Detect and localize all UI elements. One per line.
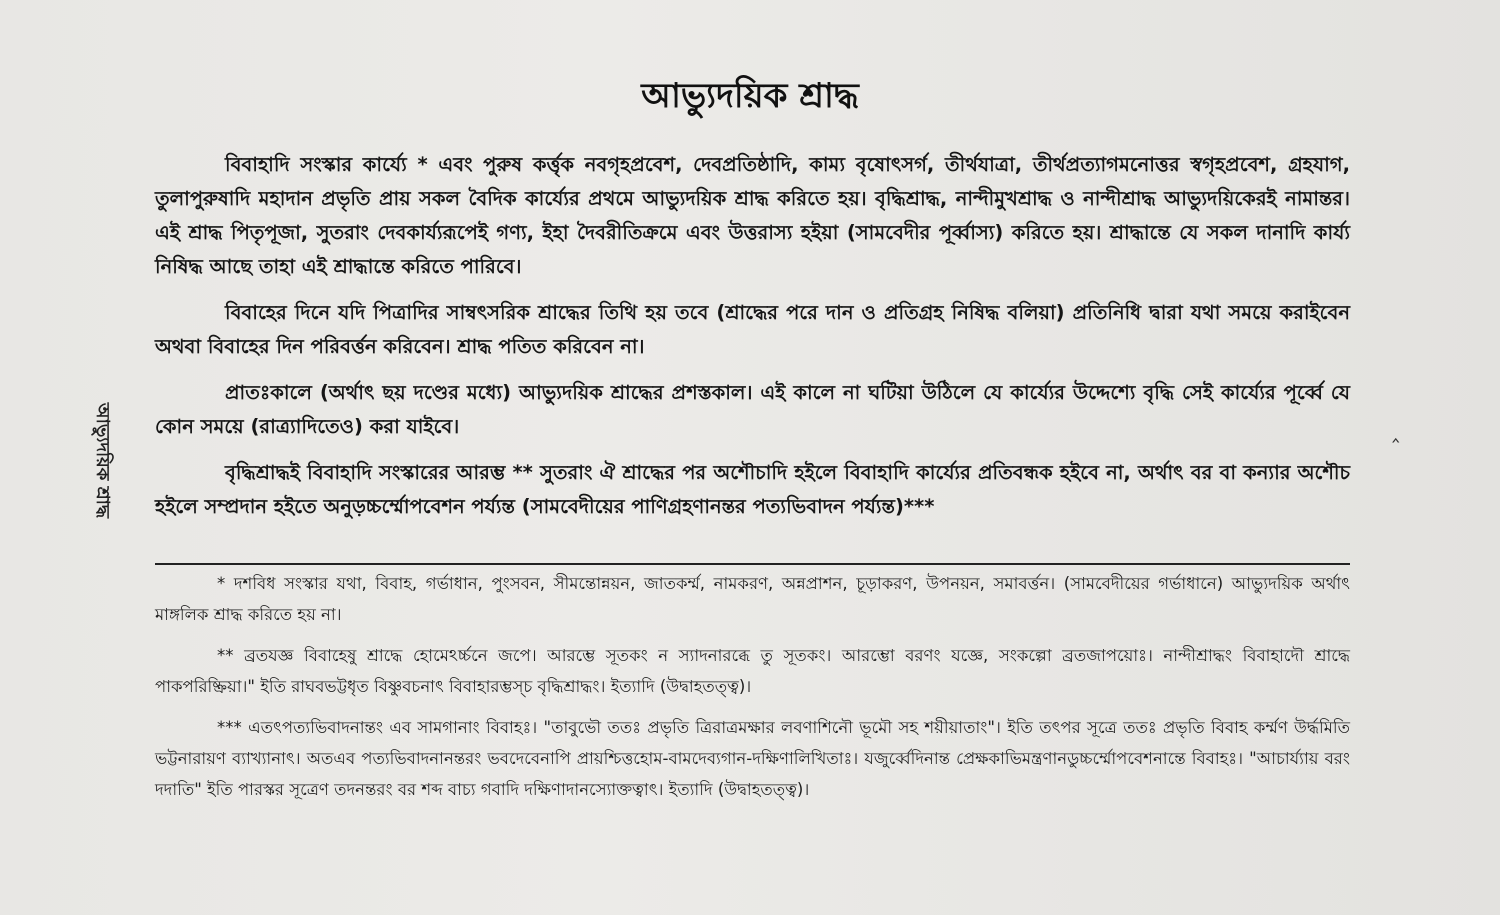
- page-title: আভ্যুদয়িক শ্রাদ্ধ: [641, 76, 859, 116]
- paragraph-1: বিবাহাদি সংস্কার কার্য্যে * এবং পুরুষ কর্ত্তৃক নবগৃহপ্রবেশ, দেবপ্রতিষ্ঠাদি, কাম্য বৃষোৎসর্গ, তীর্থযাত্রা, তীর্থপ্রত্যাগমনোত্তর স্বগৃহপ্রবেশ, গ্রহযাগ, তুলাপুরুষাদি মহাদান প্রভৃতি প্রায় সকল বৈদিক কার্য্যের প্রথমে আভ্যুদয়িক শ্রাদ্ধ করিতে হয়। বৃদ্ধিশ্রাদ্ধ, নান্দীমুখশ্রাদ্ধ ও নান্দীশ্রাদ্ধ আভ্যুদয়িকেরই নামান্তর। এই শ্রাদ্ধ পিতৃপূজা, সুতরাং দেবকার্য্যরূপেই গণ্য, ইহা দৈবরীতিক্রমে এবং উত্তরাস্য হইয়া (সামবেদীর পূর্ব্বাস্য) করিতে হয়। শ্রাদ্ধান্তে যে সকল দানাদি কার্য্য নিষিদ্ধ আছে তাহা এই শ্রাদ্ধান্তে করিতে পারিবে।: [155, 153, 1350, 278]
- margin-mark: ‸: [1392, 418, 1400, 443]
- footnote-1: * দশবিধ সংস্কার যথা, বিবাহ, গর্ভাধান, পুংসবন, সীমন্তোন্নয়ন, জাতকর্ম্ম, নামকরণ, অন্নপ্রাশন, চূড়াকরণ, উপনয়ন, সমাবর্ত্তন। (সামবেদীয়ের গর্ভাধানে) আভ্যুদয়িক অর্থাৎ মাঙ্গলিক শ্রাদ্ধ করিতে হয় না।: [155, 574, 1350, 624]
- footnotes: [155, 568, 1350, 815]
- footnote-3: *** এতৎপত্যভিবাদনান্তং এব সামগানাং বিবাহঃ। "তাবুভৌ ততঃ প্রভৃতি ত্রিরাত্রমক্ষার লবণাশিনৌ ভূমৌ সহ শয়ীয়াতাং"। ইতি তৎপর সূত্রে ততঃ প্রভৃতি বিবাহ কর্ম্মণ উর্দ্ধমিতি ভট্টনারায়ণ ব্যাখ্যানাৎ। অতএব পত্যভিবাদনানন্তরং ভবদেবেনাপি প্রায়শ্চিত্তহোম-বামদেব্যগান-দক্ষিণালিখিতাঃ। যজুর্ব্বেদিনান্ত প্রেক্ষকাভিমন্ত্রণানডুচ্চর্ম্মোপবেশনান্তে বিবাহঃ। "আচার্য্যায় বরং দদাতি" ইতি পারস্কর সূত্রেণ তদনন্তরং বর শব্দ বাচ্য গবাদি দক্ষিণাদানস্যোক্তত্বাৎ। ইত্যাদি (উদ্বাহতত্ত্ব)।: [155, 718, 1350, 799]
- main-text: [155, 148, 1350, 536]
- paragraph-3: প্রাতঃকালে (অর্থাৎ ছয় দণ্ডের মধ্যে) আভ্যুদয়িক শ্রাদ্ধের প্রশস্তকাল। এই কালে না ঘটিয়া উঠিলে যে কার্য্যের উদ্দেশ্যে বৃদ্ধি সেই কার্য্যের পূর্ব্বে যে কোন সময়ে (রাত্র্যাদিতেও) করা যাইবে।: [155, 381, 1350, 438]
- running-head-text: আভ্যুদয়িক শ্রাদ্ধ: [92, 402, 114, 518]
- footnote-2: ** ব্রতযজ্ঞ বিবাহেষু শ্রাদ্ধে হোমেঽর্চ্চনে জপে। আরম্ভে সূতকং ন স্যাদনারব্ধে তু সূতকং। আরম্ভো বরণং যজ্ঞে, সংকল্পো ব্রতজাপয়োঃ। নান্দীশ্রাদ্ধং বিবাহাদৌ শ্রাদ্ধে পাকপরিষ্ক্রিয়া।" ইতি রাঘবভট্টধৃত বিষ্ণুবচনাৎ বিবাহারম্ভস্চ বৃদ্ধিশ্রাদ্ধং। ইত্যাদি (উদ্বাহতত্ত্ব)।: [155, 646, 1350, 696]
- running-head: [72, 360, 132, 560]
- paragraph-4: বৃদ্ধিশ্রাদ্ধই বিবাহাদি সংস্কারের আরম্ভ ** সুতরাং ঐ শ্রাদ্ধের পর অশৌচাদি হইলে বিবাহাদি কার্য্যের প্রতিবন্ধক হইবে না, অর্থাৎ বর বা কন্যার অশৌচ হইলে সম্প্রদান হইতে অনুড়চ্চর্ম্মোপবেশন পর্য্যন্ত (সামবেদীয়ের পাণিগ্রহণানন্তর পত্যভিবাদন পর্য্যন্ত)***: [155, 461, 1350, 518]
- paragraph-2: বিবাহের দিনে যদি পিত্রাদির সাম্বৎসরিক শ্রাদ্ধের তিথি হয় তবে (শ্রাদ্ধের পরে দান ও প্রতিগ্রহ নিষিদ্ধ বলিয়া) প্রতিনিধি দ্বারা যথা সময়ে করাইবেন অথবা বিবাহের দিন পরিবর্ত্তন করিবেন। শ্রাদ্ধ পতিত করিবেন না।: [155, 301, 1350, 358]
- footnote-divider: [155, 563, 1350, 565]
